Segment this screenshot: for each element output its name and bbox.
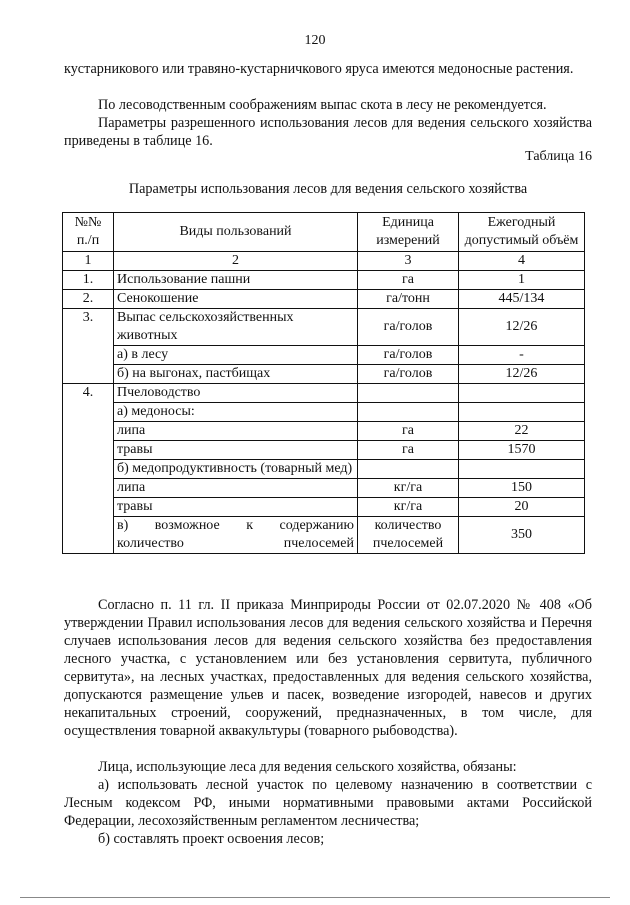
parameters-table xyxy=(62,212,585,554)
header-unit: Единица измерений xyxy=(358,213,459,252)
volume: 1570 xyxy=(459,441,585,460)
table-row xyxy=(63,403,585,422)
column-number: 4 xyxy=(459,252,585,271)
unit: га xyxy=(358,441,459,460)
table-column-numbers-row xyxy=(63,252,585,271)
usage-type: липа xyxy=(114,422,358,441)
column-number: 2 xyxy=(114,252,358,271)
usage-type: травы xyxy=(114,441,358,460)
body-paragraph-item-a: а) использовать лесной участок по целевому назначению в соответствии с Лесным кодексом РФ, иными нормативными правовыми актами Российской Федерации, лесохозяйственным регламентом лесничества; xyxy=(64,777,592,829)
page-number: 120 xyxy=(304,33,326,48)
table-header-row xyxy=(63,213,585,252)
usage-type: а) в лесу xyxy=(114,346,358,365)
table-row xyxy=(63,479,585,498)
unit: га/тонн xyxy=(358,290,459,309)
usage-type: липа xyxy=(114,479,358,498)
volume: - xyxy=(459,346,585,365)
volume: 12/26 xyxy=(459,365,585,384)
row-number: 2. xyxy=(63,290,114,309)
usage-type: Сенокошение xyxy=(114,290,358,309)
unit: кг/га xyxy=(358,498,459,517)
table-row xyxy=(63,460,585,479)
intro-paragraph-3: Параметры разрешенного использования лесов для ведения сельского хозяйства приведены в таблице 16. xyxy=(64,115,592,149)
table-row xyxy=(63,365,585,384)
unit xyxy=(358,384,459,403)
row-number: 4. xyxy=(63,384,114,554)
column-number: 1 xyxy=(63,252,114,271)
usage-type: б) медопродуктивность (товарный мед) xyxy=(114,460,358,479)
table-label: Таблица 16 xyxy=(525,149,592,164)
usage-type: а) медоносы: xyxy=(114,403,358,422)
page-bottom-divider xyxy=(20,897,610,898)
usage-type: в) возможное к содержанию количество пчелосемей xyxy=(114,517,358,554)
unit: га/голов xyxy=(358,365,459,384)
table-row xyxy=(63,422,585,441)
table-row xyxy=(63,309,585,346)
column-number: 3 xyxy=(358,252,459,271)
intro-paragraph-1: кустарникового или травяно-кустарничкового яруса имеются медоносные растения. xyxy=(64,61,574,77)
unit: количество пчелосемей xyxy=(358,517,459,554)
unit xyxy=(358,403,459,422)
table-row xyxy=(63,346,585,365)
volume xyxy=(459,384,585,403)
row-number: 3. xyxy=(63,309,114,384)
table-row xyxy=(63,517,585,554)
table-row xyxy=(63,441,585,460)
volume: 22 xyxy=(459,422,585,441)
unit: га xyxy=(358,271,459,290)
unit: кг/га xyxy=(358,479,459,498)
volume: 350 xyxy=(459,517,585,554)
header-usage-type: Виды пользований xyxy=(114,213,358,252)
volume: 1 xyxy=(459,271,585,290)
unit xyxy=(358,460,459,479)
volume: 20 xyxy=(459,498,585,517)
table-row xyxy=(63,271,585,290)
volume: 150 xyxy=(459,479,585,498)
unit: га/голов xyxy=(358,346,459,365)
body-paragraph-obligations: Лица, использующие леса для ведения сельского хозяйства, обязаны: xyxy=(98,759,517,775)
usage-type: травы xyxy=(114,498,358,517)
volume: 445/134 xyxy=(459,290,585,309)
header-number: №№ п./п xyxy=(63,213,114,252)
row-number: 1. xyxy=(63,271,114,290)
volume: 12/26 xyxy=(459,309,585,346)
intro-paragraph-2: По лесоводственным соображениям выпас скота в лесу не рекомендуется. xyxy=(98,97,547,113)
unit: га/голов xyxy=(358,309,459,346)
usage-type: Использование пашни xyxy=(114,271,358,290)
header-annual-volume: Ежегодный допустимый объём xyxy=(459,213,585,252)
usage-type: б) на выгонах, пастбищах xyxy=(114,365,358,384)
table-row xyxy=(63,290,585,309)
body-paragraph-item-b: б) составлять проект освоения лесов; xyxy=(98,831,325,847)
body-paragraph-order-408: Согласно п. 11 гл. II приказа Минприроды России от 02.07.2020 № 408 «Об утверждении Правил использования лесов для ведения сельского хозяйства и Перечня случаев использования лесов для ведения сельского хозяйства без предоставления лесного участка, с установлением или без установления сервитута, публичного сервитута», на лесных участках, предоставленных для ведения сельского хозяйства, допускаются размещение ульев и пасек, возведение изгородей, навесов и других некапитальных строений, сооружений, предназначенных, в том числе, для осуществления товарной аквакультуры (товарного рыбоводства). xyxy=(64,597,592,739)
usage-type: Пчеловодство xyxy=(114,384,358,403)
table-title: Параметры использования лесов для ведения сельского хозяйства xyxy=(128,181,528,197)
unit: га xyxy=(358,422,459,441)
table-row xyxy=(63,384,585,403)
volume xyxy=(459,403,585,422)
table-row xyxy=(63,498,585,517)
volume xyxy=(459,460,585,479)
usage-type: Выпас сельскохозяйственных животных xyxy=(114,309,358,346)
